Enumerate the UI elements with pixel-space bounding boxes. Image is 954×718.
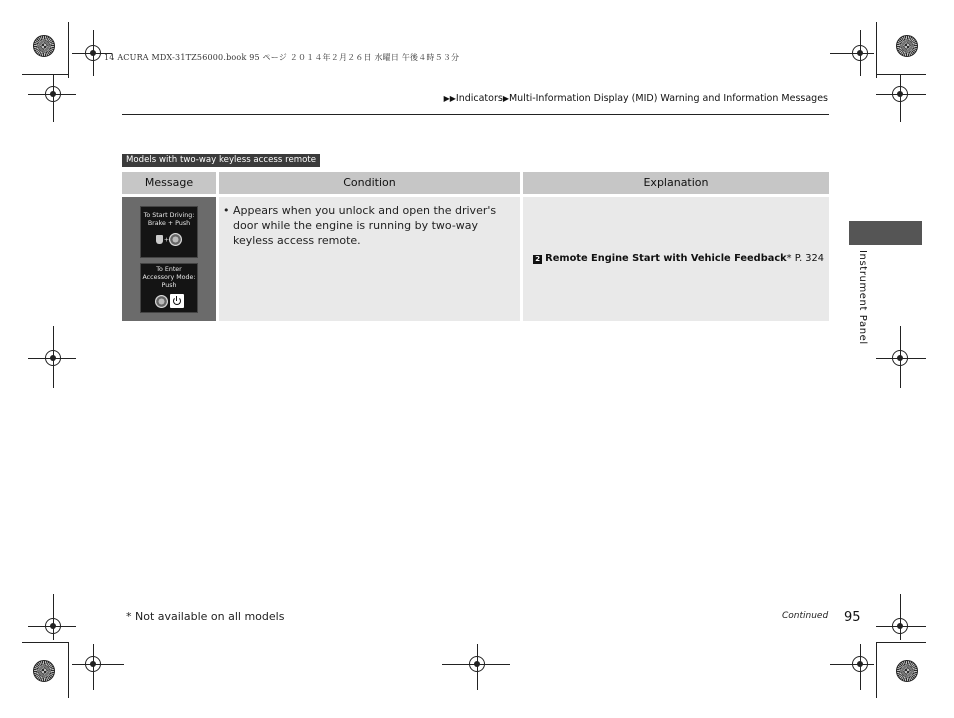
reference-arrow-icon: 2 [533,255,542,264]
header-condition: Condition [219,172,520,194]
xref-title: Remote Engine Start with Vehicle Feedback [545,253,787,264]
breadcrumb [444,93,828,104]
breadcrumb-subsection: Multi-Information Display (MID) Warning and Information Messages [508,93,828,104]
mid-text-line: To Start Driving: [143,212,195,219]
bullet-icon: • [223,204,230,217]
xref-star: * [786,253,792,264]
chapter-tab [849,221,922,245]
engine-start-button-icon [169,233,182,246]
page-number: 95 [844,610,861,625]
registration-star-icon [896,35,918,57]
printer-slug: 14 ACURA MDX-31TZ56000.book 95 ページ ２０１４年２月２６日 水曜日 午後４時５３分 [104,53,460,62]
cross-reference-link[interactable] [533,253,824,264]
header-rule [122,114,829,115]
brake-pedal-icon [156,235,163,244]
condition-cell [219,197,520,321]
registration-star-icon [33,660,55,682]
registration-star-icon [896,660,918,682]
mid-screen-accessory-mode [140,263,198,313]
mid-text-line: To Enter [156,266,182,273]
mid-text-line: Brake + Push [147,220,191,227]
mid-text-line: Push [161,282,177,289]
mid-text-line: Accessory Mode: [142,274,196,281]
breadcrumb-separator-icon: ▶ [502,94,509,103]
plus-sign: + [163,236,170,244]
model-tag: Models with two-way keyless access remote [122,154,320,167]
breadcrumb-arrows-icon: ▶▶ [443,94,456,103]
condition-text: Appears when you unlock and open the driver's door while the engine is running by two-way keyless access remote. [233,204,497,247]
continued-label: Continued [782,611,829,621]
header-explanation: Explanation [523,172,829,194]
breadcrumb-section: Indicators [455,93,503,104]
message-table [122,172,829,322]
chapter-label: Instrument Panel [857,250,868,345]
mid-screen-start-driving [140,206,198,258]
power-icon [170,294,184,308]
header-message: Message [122,172,216,194]
registration-star-icon [33,35,55,57]
message-cell [122,197,216,321]
footnote: * Not available on all models [126,610,285,623]
xref-page: P. 324 [794,253,824,264]
explanation-cell [523,197,829,321]
engine-start-button-icon [155,295,168,308]
